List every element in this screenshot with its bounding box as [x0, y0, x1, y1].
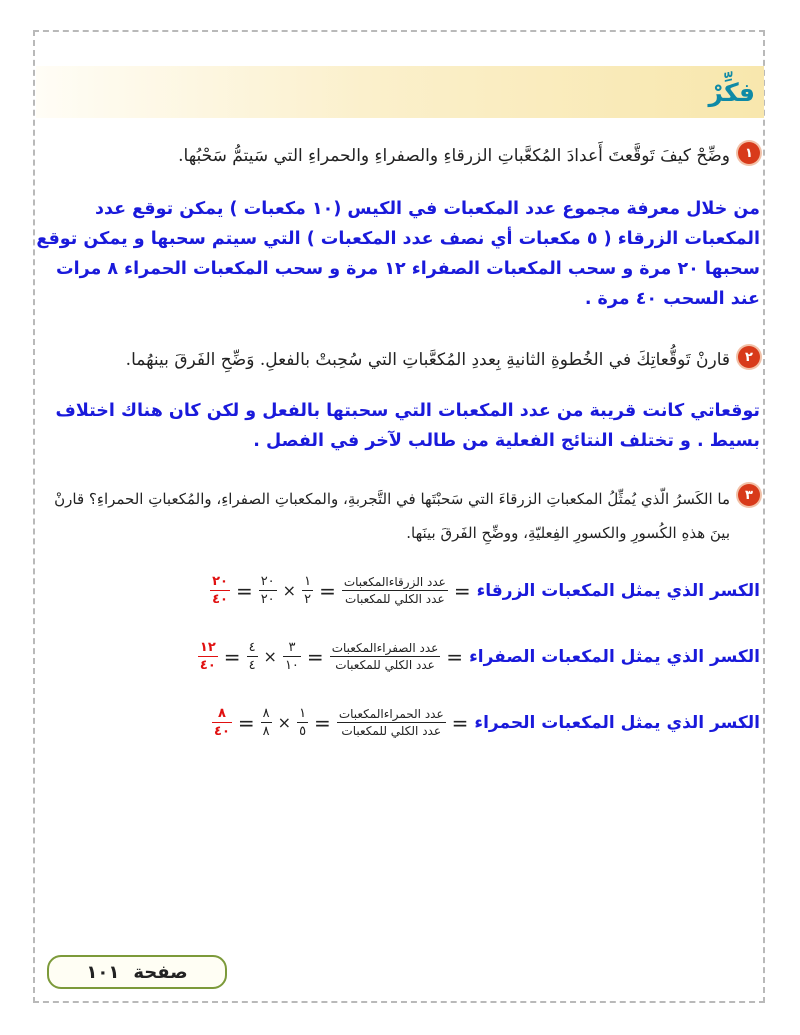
question-number-badge: ١	[738, 142, 760, 164]
times-sign: ×	[263, 647, 277, 666]
fraction-label: الكسر الذي يمثل المكعبات الحمراء	[474, 712, 760, 733]
fraction-multiplier	[259, 574, 277, 607]
times-sign: ×	[282, 581, 297, 600]
equals-sign: =	[446, 644, 464, 669]
equals-sign: =	[453, 578, 471, 603]
denominator: ٢	[304, 592, 312, 607]
numerator: ٨	[262, 706, 270, 721]
fraction-row-yellow	[198, 640, 760, 673]
fraction-label: الكسر الذي يمثل المكعبات الصفراء	[469, 646, 760, 667]
times-sign: ×	[277, 713, 292, 732]
equals-sign: =	[235, 578, 253, 603]
result-fraction	[198, 640, 218, 673]
fraction-label: الكسر الذي يمثل المكعبات الزرقاء	[476, 580, 760, 601]
answer-1: من خلال معرفة مجموع عدد المكعبات في الكيس (١٠ مكعبات ) يمكن توقع عدد المكعبات الزرقاء ( ٥ مكعبات أي نصف عدد المكعبات ) التي سيتم سحبها و يمكن توقع سحبها ٢٠ مرة و سحب المكعبات الصفراء ١٢ مرة و سحب المكعبات الحمراء ٨ مرات عند السحب ٤٠ مرة .	[36, 199, 760, 309]
equals-sign: =	[223, 644, 241, 669]
equals-sign: =	[314, 710, 331, 735]
word-denominator: عدد الكلي للمكعبات	[335, 658, 435, 672]
question-1	[40, 140, 760, 172]
answer-2: توقعاتي كانت قريبة من عدد المكعبات التي سحبتها بالفعل و لكن كان هناك اختلاف بسيط . و تختلف النتائج الفعلية من طالب لآخر في الفصل .	[55, 401, 760, 451]
fraction-row-blue	[210, 574, 760, 607]
word-fraction	[337, 707, 446, 738]
denominator: ٤٠	[199, 658, 216, 673]
numerator: ٢٠	[260, 574, 275, 589]
fraction-multiplier	[247, 640, 258, 673]
question-text: وضِّحْ كيفَ تَوقَّعتَ أَعدادَ المُكعَّباتِ الزرقاءِ والصفراءِ والحمراءِ التي سَيتمُّ سَحْبُها.	[178, 146, 730, 166]
page-number-tag	[47, 955, 227, 989]
numerator: ٤	[248, 640, 256, 655]
equals-sign: =	[451, 710, 469, 735]
denominator: ٤٠	[212, 592, 228, 607]
denominator: ٤٠	[214, 724, 230, 739]
page-word: صفحة	[133, 961, 188, 983]
numerator: ١	[299, 706, 307, 721]
numerator: ٣	[288, 640, 296, 655]
denominator: ٥	[299, 724, 307, 739]
question-3	[40, 482, 760, 550]
question-text: ما الكَسرُ الّذي يُمثِّلُ المكعباتِ الزرقاءَ التي سَحبْتَها في التَّجربةِ، والمكعباتِ الصفراءِ، والمُكعباتِ الحمراءِ؟ قارنْ بينَ هذهِ الكُسورِ والكسورِ الفِعليّةِ، ووضِّحِ الفَرقَ بينَها.	[54, 490, 730, 542]
fraction-row-red	[212, 706, 760, 739]
denominator: ٨	[262, 724, 270, 739]
page-number: ١٠١	[86, 961, 120, 983]
result-fraction	[210, 574, 230, 607]
word-numerator: عدد الحمراءالمكعبات	[338, 707, 444, 721]
word-denominator: عدد الكلي للمكعبات	[345, 592, 445, 606]
word-fraction	[330, 641, 441, 672]
word-numerator: عدد الصفراءالمكعبات	[331, 641, 439, 655]
question-text: قارنْ تَوقُّعاتِكَ في الخُطوةِ الثانيةِ بِعددِ المُكعَّباتِ التي سُحِبتْ بالفعلِ. وَضِّحِ الفَرقَ بينهُما.	[125, 350, 730, 370]
fraction-factor	[302, 574, 313, 607]
numerator: ٨	[218, 706, 226, 721]
fraction-multiplier	[261, 706, 272, 739]
denominator: ١٠	[284, 658, 299, 673]
denominator: ٢٠	[260, 592, 275, 607]
word-denominator: عدد الكلي للمكعبات	[341, 724, 442, 738]
numerator: ١٢	[199, 640, 216, 655]
question-number-badge: ٢	[738, 346, 760, 368]
result-fraction	[212, 706, 232, 739]
think-header-bar	[36, 66, 764, 118]
equals-sign: =	[319, 578, 336, 603]
word-fraction	[342, 575, 448, 606]
fraction-factor	[297, 706, 308, 739]
think-title: فكِّرْ	[708, 78, 755, 107]
question-2	[40, 344, 760, 376]
fraction-factor	[283, 640, 301, 673]
numerator: ١	[304, 574, 312, 589]
word-numerator: عدد الزرقاءالمكعبات	[343, 575, 446, 589]
denominator: ٤	[248, 658, 256, 673]
equals-sign: =	[306, 644, 324, 669]
question-number-badge: ٣	[738, 484, 760, 506]
numerator: ٢٠	[212, 574, 228, 589]
equals-sign: =	[237, 710, 255, 735]
